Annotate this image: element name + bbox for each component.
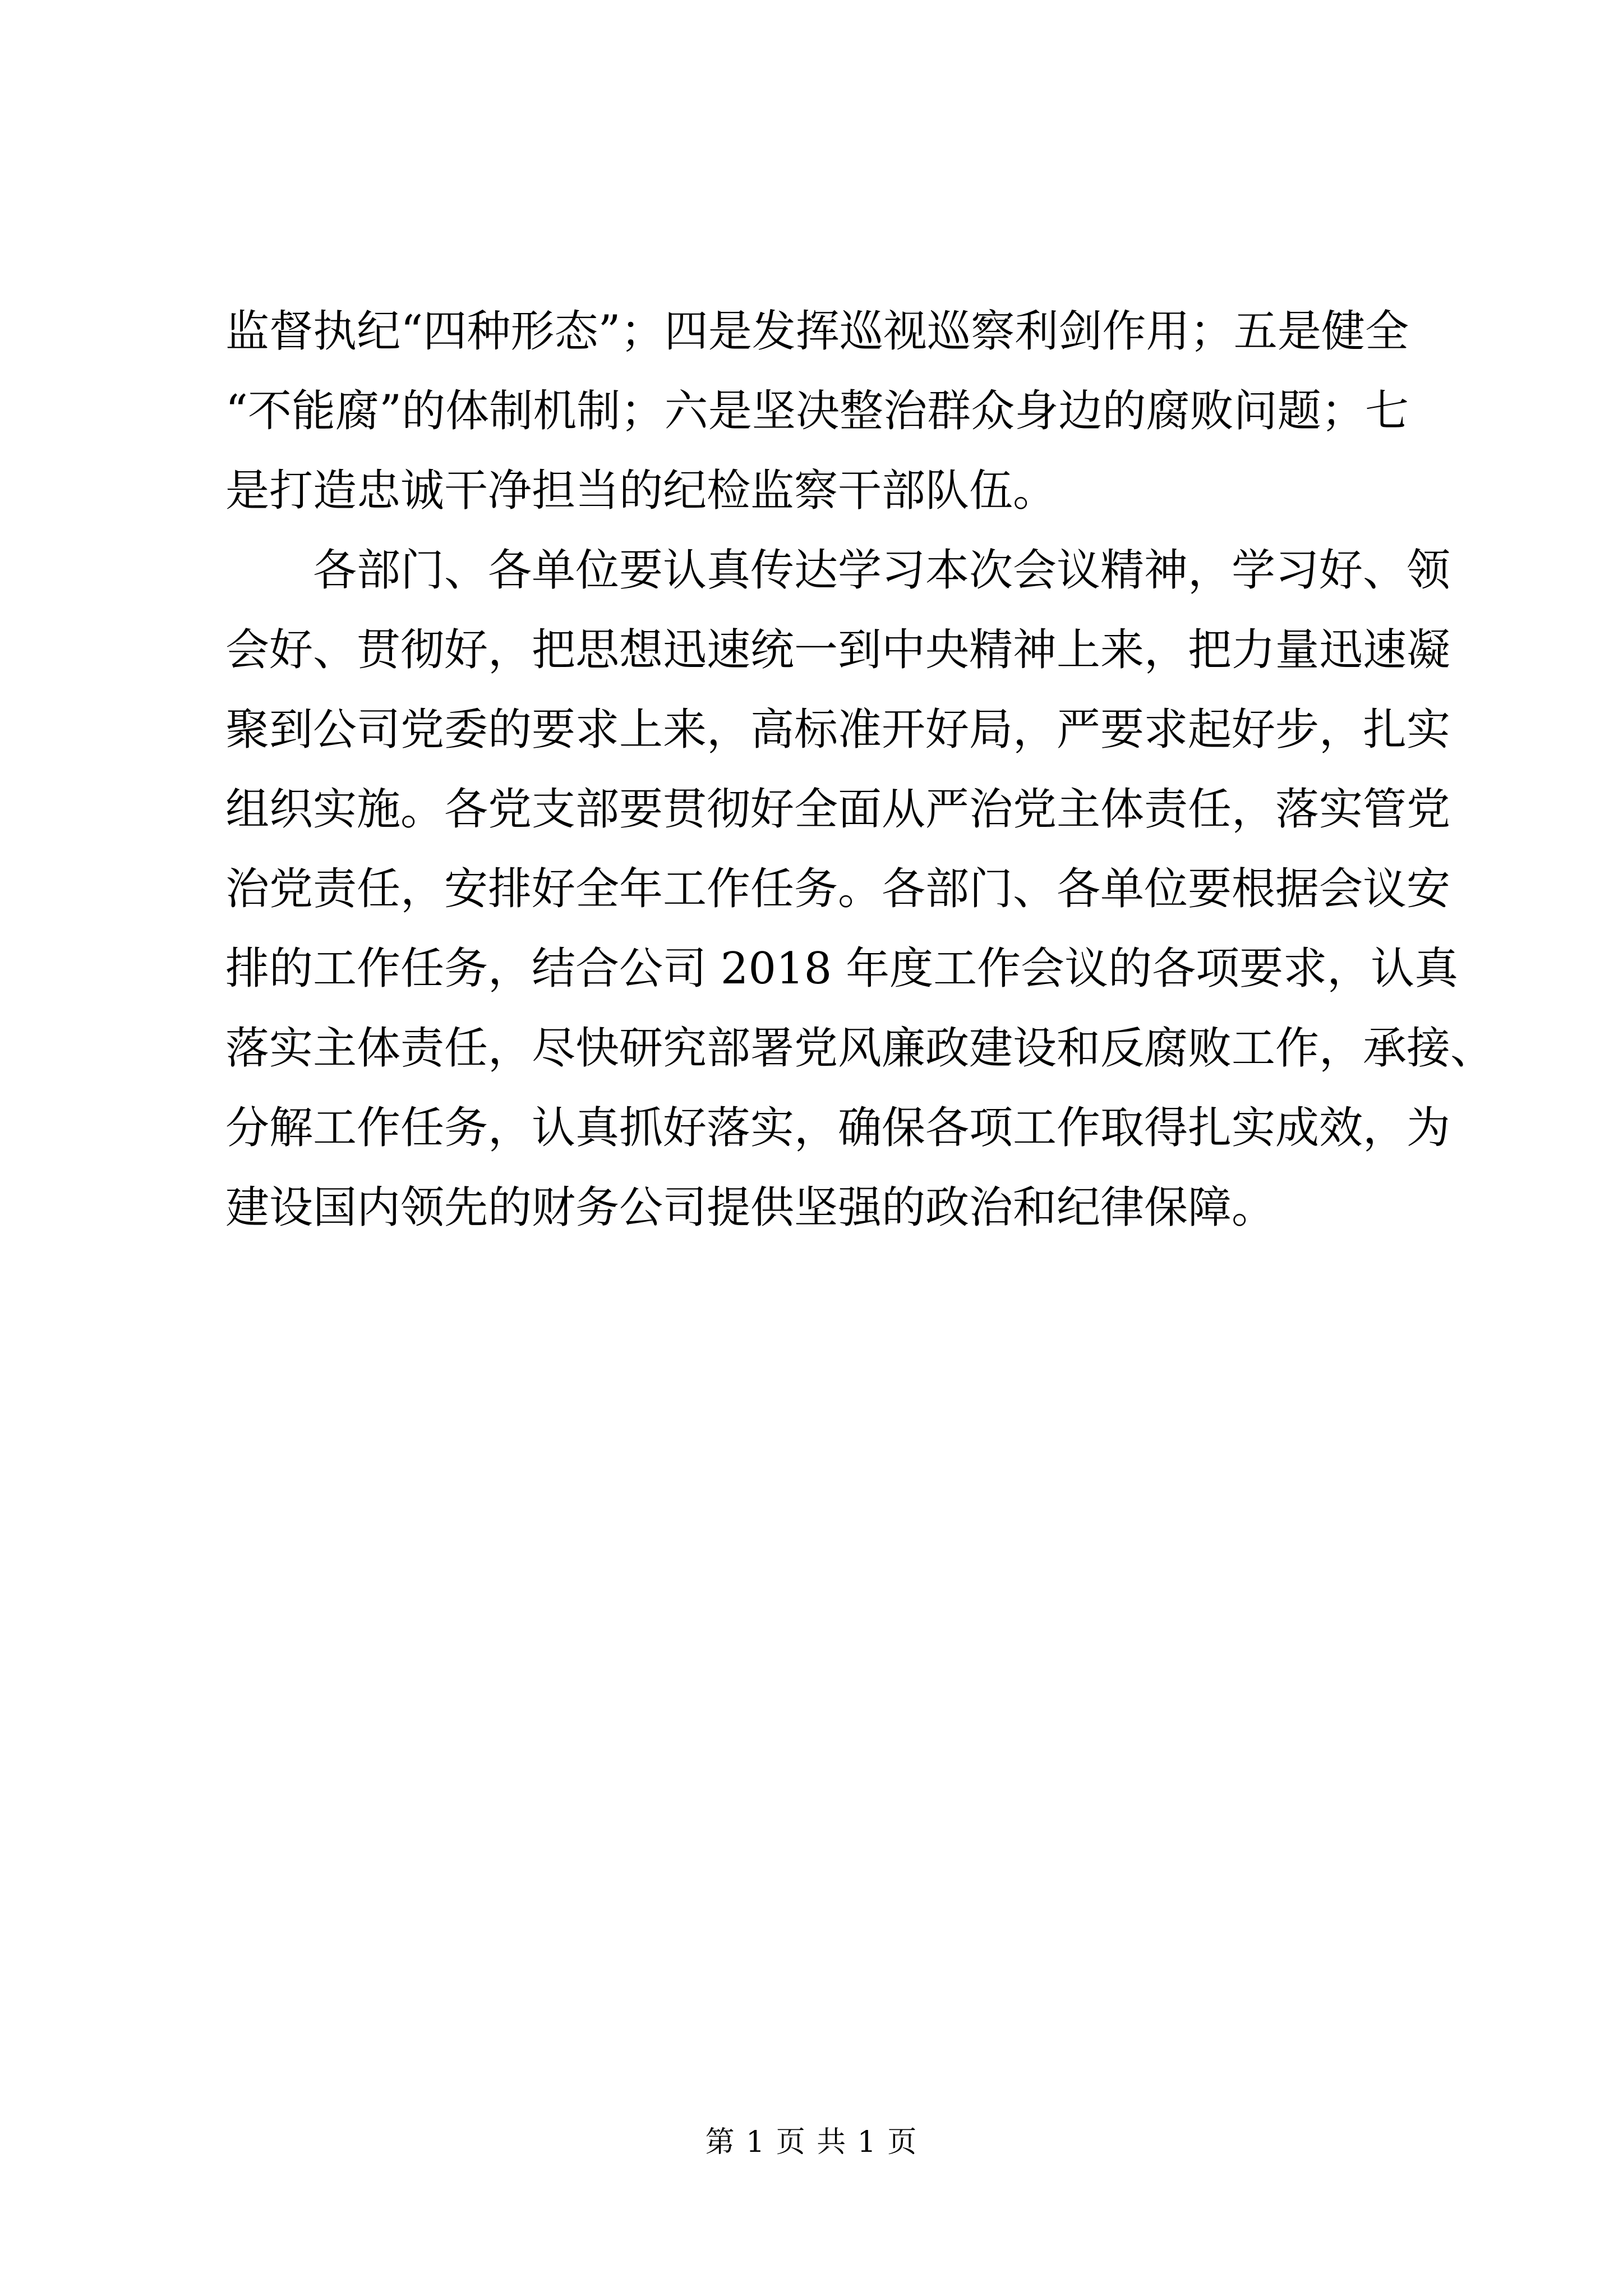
page-number-footer: 第 1 页 共 1 页 xyxy=(705,2125,918,2159)
text-line: 会好、贯彻好，把思想迅速统一到中央精神上来，把力量迅速凝 xyxy=(225,625,1451,675)
text-line: 各部门、各单位要认真传达学习本次会议精神，学习好、领 xyxy=(313,545,1451,596)
text-line: “不能腐”的体制机制；六是坚决整治群众身边的腐败问题；七 xyxy=(225,386,1409,436)
text-line: 监督执纪“四种形态”；四是发挥巡视巡察利剑作用；五是健全 xyxy=(225,306,1409,357)
paragraph-1 xyxy=(225,292,1409,531)
text-line: 是打造忠诚干净担当的纪检监察干部队伍。 xyxy=(225,466,1057,516)
text-line: 建设国内领先的财务公司提供坚强的政治和纪律保障。 xyxy=(225,1182,1276,1233)
text-line: 组织实施。各党支部要贯彻好全面从严治党主体责任，落实管党 xyxy=(225,784,1451,835)
text-line: 聚到公司党委的要求上来，高标准开好局，严要求起好步，扎实 xyxy=(225,705,1451,755)
document-body xyxy=(225,292,1495,1248)
text-line: 排的工作任务，结合公司 2018 年度工作会议的各项要求，认真 xyxy=(225,944,1459,994)
text-line: 分解工作任务，认真抓好落实，确保各项工作取得扎实成效，为 xyxy=(225,1103,1451,1153)
text-line: 治党责任，安排好全年工作任务。各部门、各单位要根据会议安 xyxy=(225,864,1451,914)
text-line: 落实主体责任，尽快研究部署党风廉政建设和反腐败工作，承接、 xyxy=(225,1023,1495,1074)
paragraph-2 xyxy=(225,531,1495,1248)
